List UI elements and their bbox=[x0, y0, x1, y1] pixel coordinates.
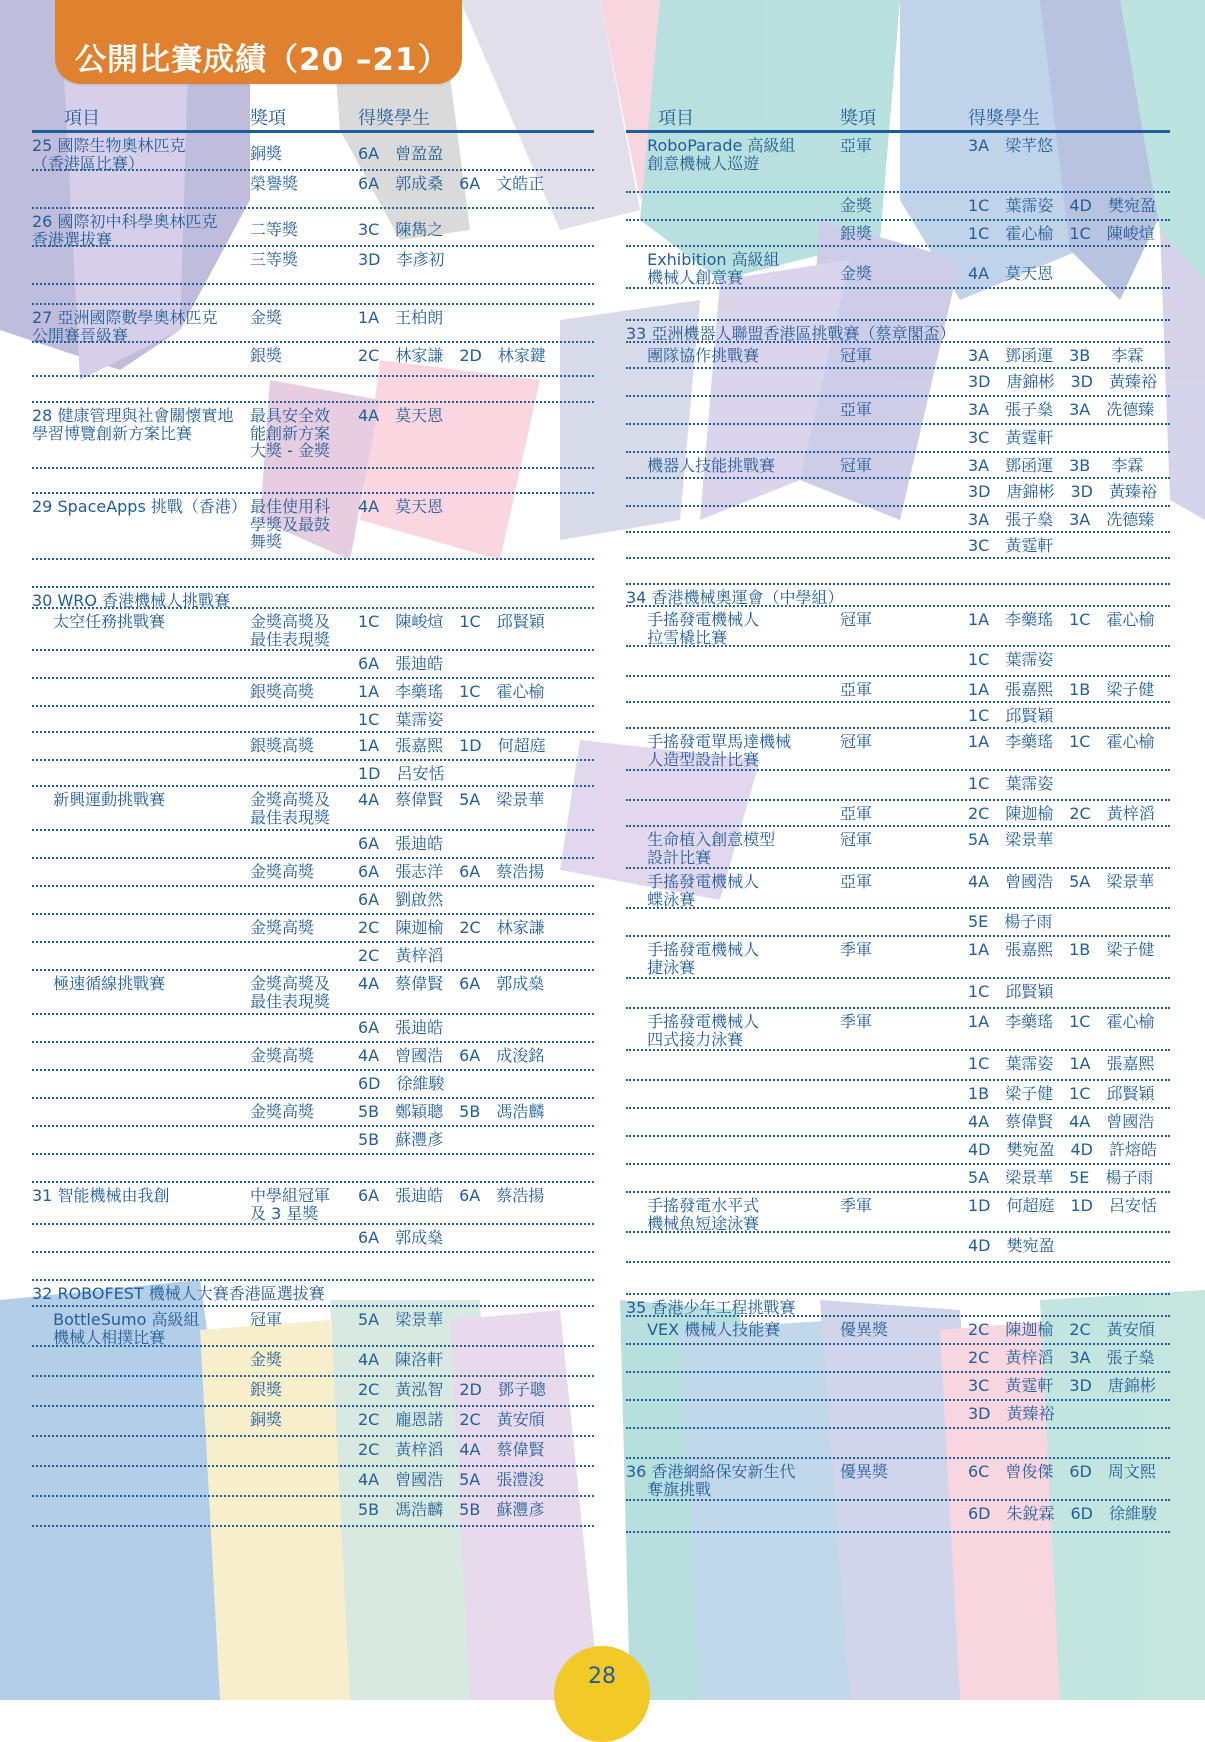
result-row bbox=[32, 1407, 594, 1437]
result-row bbox=[626, 1317, 1170, 1345]
result-row bbox=[32, 915, 594, 943]
cell-students: 3D 唐錦彬 3D 黃臻裕 bbox=[968, 373, 1158, 391]
cell-award: 季軍 bbox=[840, 1013, 873, 1031]
cell-award: 冠軍 bbox=[250, 1311, 283, 1329]
cell-students: 4A 陳洛軒 bbox=[358, 1351, 444, 1369]
result-row bbox=[32, 1253, 594, 1281]
cell-students: 4A 蔡偉賢 5A 梁景華 bbox=[358, 791, 545, 809]
result-row bbox=[32, 733, 594, 761]
result-row bbox=[626, 729, 1170, 771]
right-results-rows bbox=[626, 133, 1170, 1533]
result-row bbox=[626, 133, 1170, 193]
header-award: 獎項 bbox=[840, 108, 876, 129]
cell-students: 3D 黃臻裕 bbox=[968, 1405, 1055, 1423]
cell-students: 4A 曾國浩 6A 成浚銘 bbox=[358, 1047, 545, 1065]
result-row bbox=[32, 707, 594, 733]
cell-students: 2C 林家謙 2D 林家鍵 bbox=[358, 347, 546, 365]
cell-award: 銀獎 bbox=[250, 347, 283, 365]
cell-item: RoboParade 高級組 創意機械人巡遊 bbox=[647, 136, 796, 173]
cell-item: 25 國際生物奧林匹克 （香港區比賽） bbox=[32, 136, 186, 173]
result-row bbox=[32, 343, 594, 377]
result-row bbox=[32, 943, 594, 971]
right-results-column bbox=[626, 106, 1170, 1533]
result-row bbox=[626, 1137, 1170, 1165]
cell-award: 季軍 bbox=[840, 941, 873, 959]
cell-students: 2C 黃梓滔 3A 張子燊 bbox=[968, 1349, 1155, 1367]
result-row bbox=[32, 1155, 594, 1183]
cell-students: 3D 唐錦彬 3D 黃臻裕 bbox=[968, 483, 1158, 501]
result-row bbox=[626, 1429, 1170, 1459]
cell-item: VEX 機械人技能賽 bbox=[626, 1320, 781, 1339]
result-row bbox=[626, 1193, 1170, 1233]
result-row bbox=[626, 221, 1170, 247]
cell-students: 4A 莫天恩 bbox=[358, 498, 444, 516]
cell-students: 2C 陳迦榆 2C 黃安頎 bbox=[968, 1321, 1155, 1339]
result-row bbox=[32, 247, 594, 285]
cell-students: 5B 蘇灃彥 bbox=[358, 1131, 444, 1149]
cell-students: 4D 樊宛盈 bbox=[968, 1237, 1055, 1255]
cell-students: 6A 張迪皓 6A 蔡浩揚 bbox=[358, 1187, 545, 1205]
cell-item: 31 智能機械由我創 bbox=[32, 1186, 170, 1205]
cell-students: 4A 莫天恩 bbox=[358, 407, 444, 425]
result-row bbox=[626, 343, 1170, 369]
cell-item: 新興運動挑戰賽 bbox=[32, 790, 166, 809]
cell-students: 1A 張嘉熙 1B 梁子健 bbox=[968, 681, 1155, 699]
page-number: 28 bbox=[588, 1664, 616, 1689]
cell-award: 銅獎 bbox=[250, 1411, 283, 1429]
result-row bbox=[32, 1281, 594, 1307]
cell-item: 36 香港網絡保安新生代 奪旗挑戰 bbox=[626, 1462, 796, 1499]
cell-students: 6A 曾盈盈 bbox=[358, 144, 444, 163]
result-row bbox=[626, 1165, 1170, 1193]
cell-students: 3A 張子燊 3A 冼德臻 bbox=[968, 401, 1155, 419]
cell-award: 冠軍 bbox=[840, 457, 873, 475]
result-row bbox=[626, 869, 1170, 909]
cell-students: 6A 張志洋 6A 蔡浩揚 bbox=[358, 863, 545, 881]
cell-item: 33 亞洲機器人聯盟香港區挑戰賽（蔡章閣盃） bbox=[626, 324, 956, 343]
cell-award: 金獎高獎 bbox=[250, 1103, 315, 1121]
result-row bbox=[32, 859, 594, 887]
title-banner bbox=[55, 0, 462, 84]
result-row bbox=[626, 425, 1170, 453]
result-row bbox=[626, 479, 1170, 507]
result-row bbox=[626, 369, 1170, 397]
cell-students: 2C 黃梓滔 4A 蔡偉賢 bbox=[358, 1441, 545, 1459]
cell-award: 季軍 bbox=[840, 1197, 873, 1215]
cell-award: 二等獎 bbox=[250, 220, 299, 239]
result-row bbox=[32, 305, 594, 343]
cell-students: 3A 鄧函運 3B 李霖 bbox=[968, 347, 1144, 365]
result-row bbox=[32, 831, 594, 859]
cell-students: 4A 莫天恩 bbox=[968, 264, 1054, 283]
cell-award: 冠軍 bbox=[840, 733, 873, 751]
result-row bbox=[626, 827, 1170, 869]
result-row bbox=[626, 1459, 1170, 1501]
result-row bbox=[32, 1225, 594, 1253]
cell-students: 1C 葉霈姿 bbox=[968, 651, 1054, 669]
header-award: 獎項 bbox=[250, 108, 286, 129]
cell-item: 27 亞洲國際數學奧林匹克 公開賽晉級賽 bbox=[32, 308, 218, 345]
result-row bbox=[626, 533, 1170, 559]
cell-students: 4A 曾國浩 5A 梁景華 bbox=[968, 873, 1155, 891]
left-results-rows bbox=[32, 133, 594, 1527]
header-students: 得獎學生 bbox=[358, 108, 430, 129]
result-row bbox=[32, 1127, 594, 1155]
cell-award: 亞軍 bbox=[840, 805, 873, 823]
cell-award: 銀獎高獎 bbox=[250, 683, 315, 701]
result-row bbox=[32, 403, 594, 469]
cell-students: 1A 李藥瑤 1C 霍心榆 bbox=[358, 683, 545, 701]
cell-award: 銅獎 bbox=[250, 144, 283, 163]
result-row bbox=[626, 507, 1170, 533]
result-row bbox=[32, 1377, 594, 1407]
cell-award: 金獎 bbox=[250, 309, 283, 327]
cell-students: 3C 黃霆軒 3D 唐錦彬 bbox=[968, 1377, 1156, 1395]
result-row bbox=[626, 193, 1170, 221]
header-students: 得獎學生 bbox=[968, 108, 1040, 129]
result-row bbox=[626, 647, 1170, 677]
cell-students: 5A 梁景華 bbox=[968, 831, 1054, 849]
cell-award: 金獎 bbox=[840, 197, 873, 215]
result-row bbox=[32, 1307, 594, 1347]
cell-item: 29 SpaceApps 挑戰（香港） bbox=[32, 497, 247, 516]
cell-students: 6A 張迪皓 bbox=[358, 655, 444, 673]
cell-award: 亞軍 bbox=[840, 681, 873, 699]
header-item: 項目 bbox=[658, 108, 694, 129]
result-row bbox=[626, 1401, 1170, 1429]
cell-students: 6D 朱銳霖 6D 徐維駿 bbox=[968, 1505, 1158, 1523]
result-row bbox=[32, 761, 594, 787]
result-row bbox=[626, 937, 1170, 979]
cell-award: 最具安全效 能創新方案 大獎 - 金獎 bbox=[250, 407, 331, 460]
result-row bbox=[32, 133, 594, 171]
cell-students: 3D 李彥初 bbox=[358, 251, 445, 269]
cell-students: 1C 葉霈姿 4D 樊宛盈 bbox=[968, 197, 1156, 215]
cell-award: 金獎高獎 bbox=[250, 863, 315, 881]
cell-students: 6A 劉啟然 bbox=[358, 891, 444, 909]
result-row bbox=[32, 651, 594, 679]
cell-item: 手搖發電機械人 蝶泳賽 bbox=[647, 872, 760, 909]
result-row bbox=[626, 1263, 1170, 1295]
cell-students: 1A 張嘉熙 1B 梁子健 bbox=[968, 941, 1155, 959]
cell-award: 優異獎 bbox=[840, 1321, 889, 1339]
result-row bbox=[32, 377, 594, 403]
cell-students: 4D 樊宛盈 4D 許熔皓 bbox=[968, 1141, 1158, 1159]
cell-students: 2C 黃泓智 2D 鄧子聰 bbox=[358, 1381, 546, 1399]
cell-students: 5A 梁景華 5E 楊子雨 bbox=[968, 1169, 1154, 1187]
cell-students: 1D 何超庭 1D 呂安恬 bbox=[968, 1197, 1158, 1215]
result-row bbox=[32, 171, 594, 209]
cell-students: 5B 鄭穎聰 5B 馮浩麟 bbox=[358, 1103, 545, 1121]
cell-students: 5E 楊子雨 bbox=[968, 913, 1053, 931]
cell-students: 2C 龐恩諾 2C 黃安頎 bbox=[358, 1411, 545, 1429]
right-column-header bbox=[626, 106, 1170, 133]
result-row bbox=[626, 1081, 1170, 1109]
cell-students: 6A 郭成桑 6A 文皓正 bbox=[358, 175, 545, 193]
result-row bbox=[626, 247, 1170, 289]
cell-award: 中學組冠軍 及 3 星獎 bbox=[250, 1187, 331, 1222]
cell-item: 30 WRO 香港機械人挑戰賽 bbox=[32, 591, 231, 610]
cell-students: 2C 黃梓滔 bbox=[358, 947, 444, 965]
cell-item: 生命植入創意模型 設計比賽 bbox=[647, 830, 776, 867]
cell-students: 4A 曾國浩 5A 張澧浚 bbox=[358, 1471, 545, 1489]
cell-students: 1A 李藥瑤 1C 霍心榆 bbox=[968, 733, 1155, 751]
cell-students: 3A 張子燊 3A 冼德臻 bbox=[968, 511, 1155, 529]
cell-award: 金獎 bbox=[840, 264, 873, 283]
cell-students: 3C 黃霆軒 bbox=[968, 537, 1054, 555]
result-row bbox=[626, 771, 1170, 801]
cell-award: 金獎高獎及 最佳表現獎 bbox=[250, 975, 331, 1010]
result-row bbox=[32, 560, 594, 588]
cell-students: 6A 郭成燊 bbox=[358, 1229, 444, 1247]
cell-students: 2C 陳迦榆 2C 林家謙 bbox=[358, 919, 545, 937]
cell-students: 4A 蔡偉賢 6A 郭成燊 bbox=[358, 975, 545, 993]
result-row bbox=[626, 1295, 1170, 1317]
cell-award: 金獎高獎 bbox=[250, 919, 315, 937]
cell-students: 4A 蔡偉賢 4A 曾國浩 bbox=[968, 1113, 1155, 1131]
result-row bbox=[32, 494, 594, 560]
cell-award: 最佳使用科 學獎及最鼓 舞獎 bbox=[250, 498, 331, 551]
cell-award: 冠軍 bbox=[840, 611, 873, 629]
result-row bbox=[32, 209, 594, 247]
cell-award: 金獎高獎 bbox=[250, 1047, 315, 1065]
cell-award: 亞軍 bbox=[840, 873, 873, 891]
cell-item: 手搖發電水平式 機械魚短途泳賽 bbox=[647, 1196, 760, 1233]
cell-students: 1C 邱賢穎 bbox=[968, 707, 1054, 725]
result-row bbox=[32, 787, 594, 831]
cell-award: 亞軍 bbox=[840, 401, 873, 419]
cell-students: 5A 梁景華 bbox=[358, 1311, 444, 1329]
result-row bbox=[626, 585, 1170, 607]
cell-item: 團隊協作挑戰賽 bbox=[626, 346, 760, 365]
cell-students: 6A 張迪皓 bbox=[358, 835, 444, 853]
result-row bbox=[626, 607, 1170, 647]
cell-item: 手搖發電機械人 四式接力泳賽 bbox=[647, 1012, 760, 1049]
result-row bbox=[626, 559, 1170, 585]
cell-students: 3C 黃霆軒 bbox=[968, 429, 1054, 447]
cell-item: 34 香港機械奧運會（中學組） bbox=[626, 588, 844, 607]
result-row bbox=[626, 1109, 1170, 1137]
cell-item: 32 ROBOFEST 機械人大賽香港區選拔賽 bbox=[32, 1284, 325, 1303]
page-number-badge bbox=[554, 1646, 650, 1742]
cell-students: 6A 張迪皓 bbox=[358, 1019, 444, 1037]
cell-students: 1C 葉霈姿 1A 張嘉熙 bbox=[968, 1055, 1155, 1073]
cell-award: 亞軍 bbox=[840, 137, 873, 155]
result-row bbox=[32, 887, 594, 915]
cell-award: 優異獎 bbox=[840, 1463, 889, 1481]
result-row bbox=[32, 588, 594, 609]
result-row bbox=[32, 1183, 594, 1225]
cell-award: 三等獎 bbox=[250, 251, 299, 269]
result-row bbox=[626, 703, 1170, 729]
result-row bbox=[32, 1043, 594, 1071]
cell-students: 3A 鄧函運 3B 李霖 bbox=[968, 457, 1144, 475]
cell-students: 1D 呂安恬 bbox=[358, 765, 445, 783]
result-row bbox=[32, 285, 594, 305]
result-row bbox=[626, 1501, 1170, 1533]
cell-students: 1B 梁子健 1C 邱賢穎 bbox=[968, 1085, 1155, 1103]
cell-students: 6D 徐維駿 bbox=[358, 1075, 445, 1093]
result-row bbox=[626, 453, 1170, 479]
cell-students: 1C 葉霈姿 bbox=[968, 775, 1054, 793]
cell-students: 6C 曾俊傑 6D 周文熙 bbox=[968, 1463, 1156, 1481]
left-column-header bbox=[32, 106, 594, 133]
cell-award: 金獎 bbox=[250, 1351, 283, 1369]
result-row bbox=[626, 321, 1170, 343]
result-row bbox=[626, 397, 1170, 425]
cell-award: 金獎高獎及 最佳表現獎 bbox=[250, 791, 331, 826]
cell-students: 5B 馮浩麟 5B 蘇灃彥 bbox=[358, 1501, 545, 1519]
page-title: 公開比賽成績（20 –21） bbox=[75, 42, 450, 78]
cell-item: 機器人技能挑戰賽 bbox=[626, 456, 776, 475]
result-row bbox=[626, 1373, 1170, 1401]
cell-item: 手搖發電機械人 拉雪橇比賽 bbox=[647, 610, 760, 647]
result-row bbox=[626, 909, 1170, 937]
cell-award: 銀獎 bbox=[250, 1381, 283, 1399]
result-row bbox=[32, 1015, 594, 1043]
cell-item: 手搖發電單馬達機械 人造型設計比賽 bbox=[647, 732, 792, 769]
cell-students: 3C 陳雋之 bbox=[358, 220, 444, 239]
result-row bbox=[32, 679, 594, 707]
cell-students: 1A 李藥瑤 1C 霍心榆 bbox=[968, 611, 1155, 629]
result-row bbox=[626, 1345, 1170, 1373]
result-row bbox=[626, 677, 1170, 703]
cell-item: 極速循線挑戰賽 bbox=[32, 974, 166, 993]
result-row bbox=[32, 609, 594, 651]
cell-students: 1C 陳峻煊 1C 邱賢穎 bbox=[358, 613, 545, 631]
left-results-column bbox=[32, 106, 594, 1527]
cell-students: 1C 邱賢穎 bbox=[968, 983, 1054, 1001]
result-row bbox=[32, 971, 594, 1015]
cell-item: 26 國際初中科學奧林匹克 香港選拔賽 bbox=[32, 212, 218, 249]
cell-item: 35 香港少年工程挑戰賽 bbox=[626, 1298, 796, 1317]
result-row bbox=[32, 1467, 594, 1497]
cell-award: 冠軍 bbox=[840, 347, 873, 365]
cell-award: 金獎高獎及 最佳表現獎 bbox=[250, 613, 331, 648]
cell-item: BottleSumo 高級組 機械人相撲比賽 bbox=[53, 1310, 200, 1347]
result-row bbox=[32, 469, 594, 494]
cell-students: 3A 梁芊悠 bbox=[968, 137, 1054, 155]
result-row bbox=[626, 1009, 1170, 1051]
result-row bbox=[32, 1347, 594, 1377]
cell-students: 1C 霍心榆 1C 陳峻煊 bbox=[968, 225, 1155, 243]
cell-award: 榮譽獎 bbox=[250, 175, 299, 193]
result-row bbox=[32, 1071, 594, 1099]
cell-students: 1C 葉霈姿 bbox=[358, 711, 444, 729]
result-row bbox=[32, 1497, 594, 1527]
result-row bbox=[626, 1051, 1170, 1081]
header-item: 項目 bbox=[64, 108, 100, 129]
cell-award: 銀獎 bbox=[840, 225, 873, 243]
result-row bbox=[626, 289, 1170, 321]
cell-award: 銀獎高獎 bbox=[250, 737, 315, 755]
result-row bbox=[626, 801, 1170, 827]
cell-students: 1A 王柏朗 bbox=[358, 309, 444, 327]
cell-item: 太空任務挑戰賽 bbox=[32, 612, 166, 631]
result-row bbox=[626, 1233, 1170, 1263]
cell-award: 冠軍 bbox=[840, 831, 873, 849]
cell-item: Exhibition 高級組 機械人創意賽 bbox=[647, 250, 780, 287]
cell-item: 28 健康管理與社會關懷實地 學習博覽創新方案比賽 bbox=[32, 406, 234, 443]
result-row bbox=[32, 1437, 594, 1467]
result-row bbox=[626, 979, 1170, 1009]
cell-item: 手搖發電機械人 捷泳賽 bbox=[647, 940, 760, 977]
result-row bbox=[32, 1099, 594, 1127]
cell-students: 1A 張嘉熙 1D 何超庭 bbox=[358, 737, 546, 755]
cell-students: 1A 李藥瑤 1C 霍心榆 bbox=[968, 1013, 1155, 1031]
cell-students: 2C 陳迦榆 2C 黃梓滔 bbox=[968, 805, 1155, 823]
